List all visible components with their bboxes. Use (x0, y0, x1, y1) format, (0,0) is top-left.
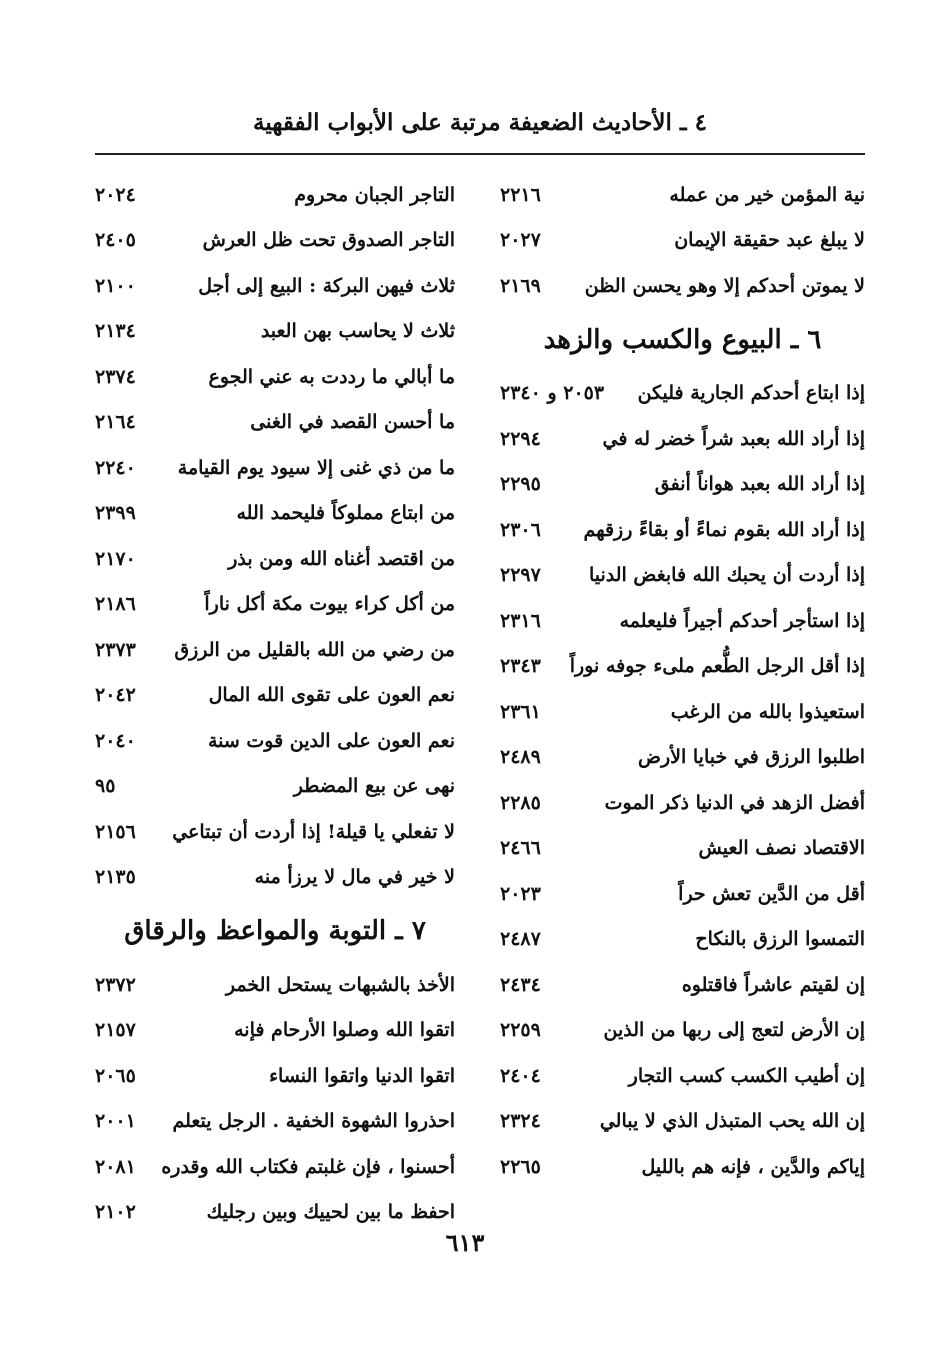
hadith-text: استعيذوا بالله من الرغب (670, 700, 865, 723)
hadith-number: ٢٣٧٣ (95, 638, 136, 661)
hadith-number: ٢١٣٤ (95, 320, 136, 343)
hadith-text: ما من ذي غنى إلا سيود يوم القيامة (177, 456, 455, 479)
hadith-number: ٢٠٤٠ (95, 729, 136, 752)
index-entry (95, 1144, 455, 1190)
hadith-text: نهى عن بيع المضطر (293, 775, 455, 798)
index-entry (95, 718, 455, 764)
header-rule (95, 153, 865, 155)
hadith-text: احفظ ما بين لحييك وبين رجليك (206, 1201, 455, 1224)
index-entry (500, 826, 865, 872)
index-entry (95, 218, 455, 264)
left-column (95, 172, 455, 1235)
hadith-text: أحسنوا ، فإن غلبتم فكتاب الله وقدره (161, 1155, 455, 1178)
hadith-text: احذروا الشهوة الخفية . الرجل يتعلم (172, 1110, 455, 1133)
hadith-number: ٢٢١٦ (500, 183, 541, 206)
hadith-text: الاقتصاد نصف العيش (698, 837, 865, 860)
index-entry (500, 507, 865, 553)
hadith-number: ٢٣٧٤ (95, 365, 136, 388)
hadith-number: ٢١٦٤ (95, 411, 136, 434)
index-entry (500, 598, 865, 644)
index-entry (95, 582, 455, 628)
hadith-number: ٢١٧٠ (95, 547, 136, 570)
hadith-text: إذا أردت أن يحبك الله فابغض الدنيا (588, 564, 865, 587)
hadith-text: نعم العون على تقوى الله المال (208, 684, 455, 707)
hadith-number: ٢٠٢٧ (500, 229, 541, 252)
hadith-number: ٢٣٦١ (500, 700, 541, 723)
hadith-number: ٢٠٤٢ (95, 684, 136, 707)
hadith-text: التاجر الجبان محروم (294, 183, 455, 206)
hadith-text: إن لقيتم عاشراً فاقتلوه (681, 973, 865, 996)
index-entry (95, 263, 455, 309)
hadith-text: من أكل كراء بيوت مكة أكل ناراً (204, 593, 455, 616)
index-entry (500, 462, 865, 508)
hadith-text: إن الله يحب المتبذل الذي لا يبالي (599, 1110, 865, 1133)
hadith-number: ٢٠٥٣ و ٢٣٤٠ (500, 382, 605, 405)
running-header: ٤ ـ الأحاديث الضعيفة مرتبة على الأبواب الفقهية (252, 109, 708, 136)
hadith-number: ٢٤٠٤ (500, 1064, 541, 1087)
hadith-number: ٢١٥٧ (95, 1019, 136, 1042)
index-entry (500, 1099, 865, 1145)
index-entry (95, 855, 455, 901)
hadith-number: ٢٣٩٩ (95, 502, 136, 525)
hadith-text: لا يموتن أحدكم إلا وهو يحسن الظن (584, 274, 865, 297)
index-entry (500, 735, 865, 781)
hadith-text: التاجر الصدوق تحت ظل العرش (202, 229, 455, 252)
index-entry (500, 1053, 865, 1099)
hadith-number: ٢١٠٢ (95, 1201, 136, 1224)
hadith-text: ما أحسن القصد في الغنى (250, 411, 455, 434)
hadith-text: ما أبالي ما رددت به عني الجوع (208, 365, 455, 388)
index-entry (500, 218, 865, 264)
hadith-number: ٢٣٤٣ (500, 655, 541, 678)
index-entry (500, 371, 865, 417)
hadith-text: لا تفعلي يا قيلة! إذا أردت أن تبتاعي (172, 820, 455, 843)
index-entry (95, 1099, 455, 1145)
hadith-text: نعم العون على الدين قوت سنة (207, 729, 455, 752)
hadith-text: من ابتاع مملوكاً فليحمد الله (236, 502, 455, 525)
hadith-text: إذا أراد الله بقوم نماءً أو بقاءً رزقهم (583, 518, 865, 541)
hadith-text: أفضل الزهد في الدنيا ذكر الموت (604, 791, 865, 814)
index-entry (500, 263, 865, 309)
hadith-number: ٢٤٨٩ (500, 746, 541, 769)
section-heading-7: ٧ ـ التوبة والمواعظ والرقاق (124, 916, 426, 946)
hadith-number: ٢٠٦٥ (95, 1064, 136, 1087)
hadith-number: ٢٤٠٥ (95, 229, 136, 252)
index-entry (95, 172, 455, 218)
hadith-number: ٢١٠٠ (95, 274, 136, 297)
hadith-number: ٢١٣٥ (95, 866, 136, 889)
index-entry (500, 871, 865, 917)
hadith-text: نية المؤمن خير من عمله (669, 183, 865, 206)
hadith-text: إذا ابتاع أحدكم الجارية فليكن (637, 382, 865, 405)
hadith-text: الأخذ بالشبهات يستحل الخمر (225, 973, 455, 996)
hadith-number: ٢٣١٦ (500, 609, 541, 632)
section-7-rows (95, 962, 455, 1235)
index-entry (500, 416, 865, 462)
hadith-number: ٢١٨٦ (95, 593, 136, 616)
hadith-text: إذا أقل الرجل الطُّعم ملىء جوفه نوراً (569, 655, 865, 678)
hadith-text: لا يبلغ عبد حقيقة الإيمان (674, 229, 865, 252)
index-entry (500, 917, 865, 963)
hadith-text: التمسوا الرزق بالنكاح (695, 928, 865, 951)
index-entry (95, 1008, 455, 1054)
hadith-text: من رضي من الله بالقليل من الرزق (174, 638, 455, 661)
hadith-text: اتقوا الله وصلوا الأرحام فإنه (234, 1019, 455, 1042)
hadith-number: ٢٠٢٣ (500, 882, 541, 905)
hadith-number: ٢٣٠٦ (500, 518, 541, 541)
hadith-text: اطلبوا الرزق في خبايا الأرض (638, 746, 865, 769)
hadith-number: ٢٤٨٧ (500, 928, 541, 951)
hadith-text: إذا أراد الله بعبد هواناً أنفق (654, 473, 865, 496)
index-entry (95, 962, 455, 1008)
hadith-number: ٩٥ (95, 775, 116, 798)
hadith-text: إن أطيب الكسب كسب التجار (628, 1064, 865, 1087)
hadith-text: إذا استأجر أحدكم أجيراً فليعلمه (619, 609, 865, 632)
index-entry (500, 553, 865, 599)
hadith-number: ٢٠٢٤ (95, 183, 136, 206)
hadith-text: من اقتصد أغناه الله ومن بذر (228, 547, 455, 570)
index-entry (500, 962, 865, 1008)
index-entry (95, 491, 455, 537)
hadith-text: إن الأرض لتعج إلى ربها من الذين (603, 1019, 865, 1042)
hadith-number: ٢٠٨١ (95, 1155, 136, 1178)
index-entry (95, 309, 455, 355)
top-rows (500, 172, 865, 309)
hadith-text: لا خير في مال لا يرزأ منه (254, 866, 455, 889)
hadith-number: ٢٢٥٩ (500, 1019, 541, 1042)
index-entry (95, 354, 455, 400)
hadith-number: ٢٣٢٤ (500, 1110, 541, 1133)
hadith-number: ٢٤٣٤ (500, 973, 541, 996)
page-number: ٦١٣ (445, 1228, 485, 1257)
index-entry (500, 1008, 865, 1054)
hadith-number: ٢٢٩٧ (500, 564, 541, 587)
hadith-number: ٢٣٧٢ (95, 973, 136, 996)
index-entry (500, 689, 865, 735)
index-entry (95, 764, 455, 810)
section-heading-6: ٦ ـ البيوع والكسب والزهد (543, 324, 822, 355)
index-entry (95, 445, 455, 491)
hadith-number: ٢١٥٦ (95, 820, 136, 843)
section-6-continued-rows (95, 172, 455, 900)
hadith-text: ثلاث فيهن البركة : البيع إلى أجل (198, 274, 455, 297)
hadith-text: ثلاث لا يحاسب بهن العبد (260, 320, 455, 343)
hadith-number: ٢١٦٩ (500, 274, 541, 297)
index-entry (95, 809, 455, 855)
index-entry (500, 1144, 865, 1190)
index-entry (95, 536, 455, 582)
hadith-number: ٢٢٩٥ (500, 473, 541, 496)
hadith-text: أقل من الدَّين تعش حراً (678, 882, 865, 905)
hadith-text: إذا أراد الله بعبد شراً خضر له في (602, 427, 865, 450)
hadith-number: ٢٢٦٥ (500, 1155, 541, 1178)
hadith-number: ٢٢٨٥ (500, 791, 541, 814)
index-entry (95, 627, 455, 673)
hadith-number: ٢٢٤٠ (95, 456, 136, 479)
hadith-number: ٢٠٠١ (95, 1110, 136, 1133)
index-entry (500, 644, 865, 690)
index-entry (95, 400, 455, 446)
hadith-text: إياكم والدَّين ، فإنه هم بالليل (641, 1155, 865, 1178)
index-entry (95, 673, 455, 719)
hadith-number: ٢٢٩٤ (500, 427, 541, 450)
section-6-rows (500, 371, 865, 1190)
index-entry (95, 1053, 455, 1099)
index-entry (500, 172, 865, 218)
hadith-text: اتقوا الدنيا واتقوا النساء (269, 1064, 455, 1087)
hadith-number: ٢٤٦٦ (500, 837, 541, 860)
right-column (500, 172, 865, 1190)
index-entry (500, 780, 865, 826)
